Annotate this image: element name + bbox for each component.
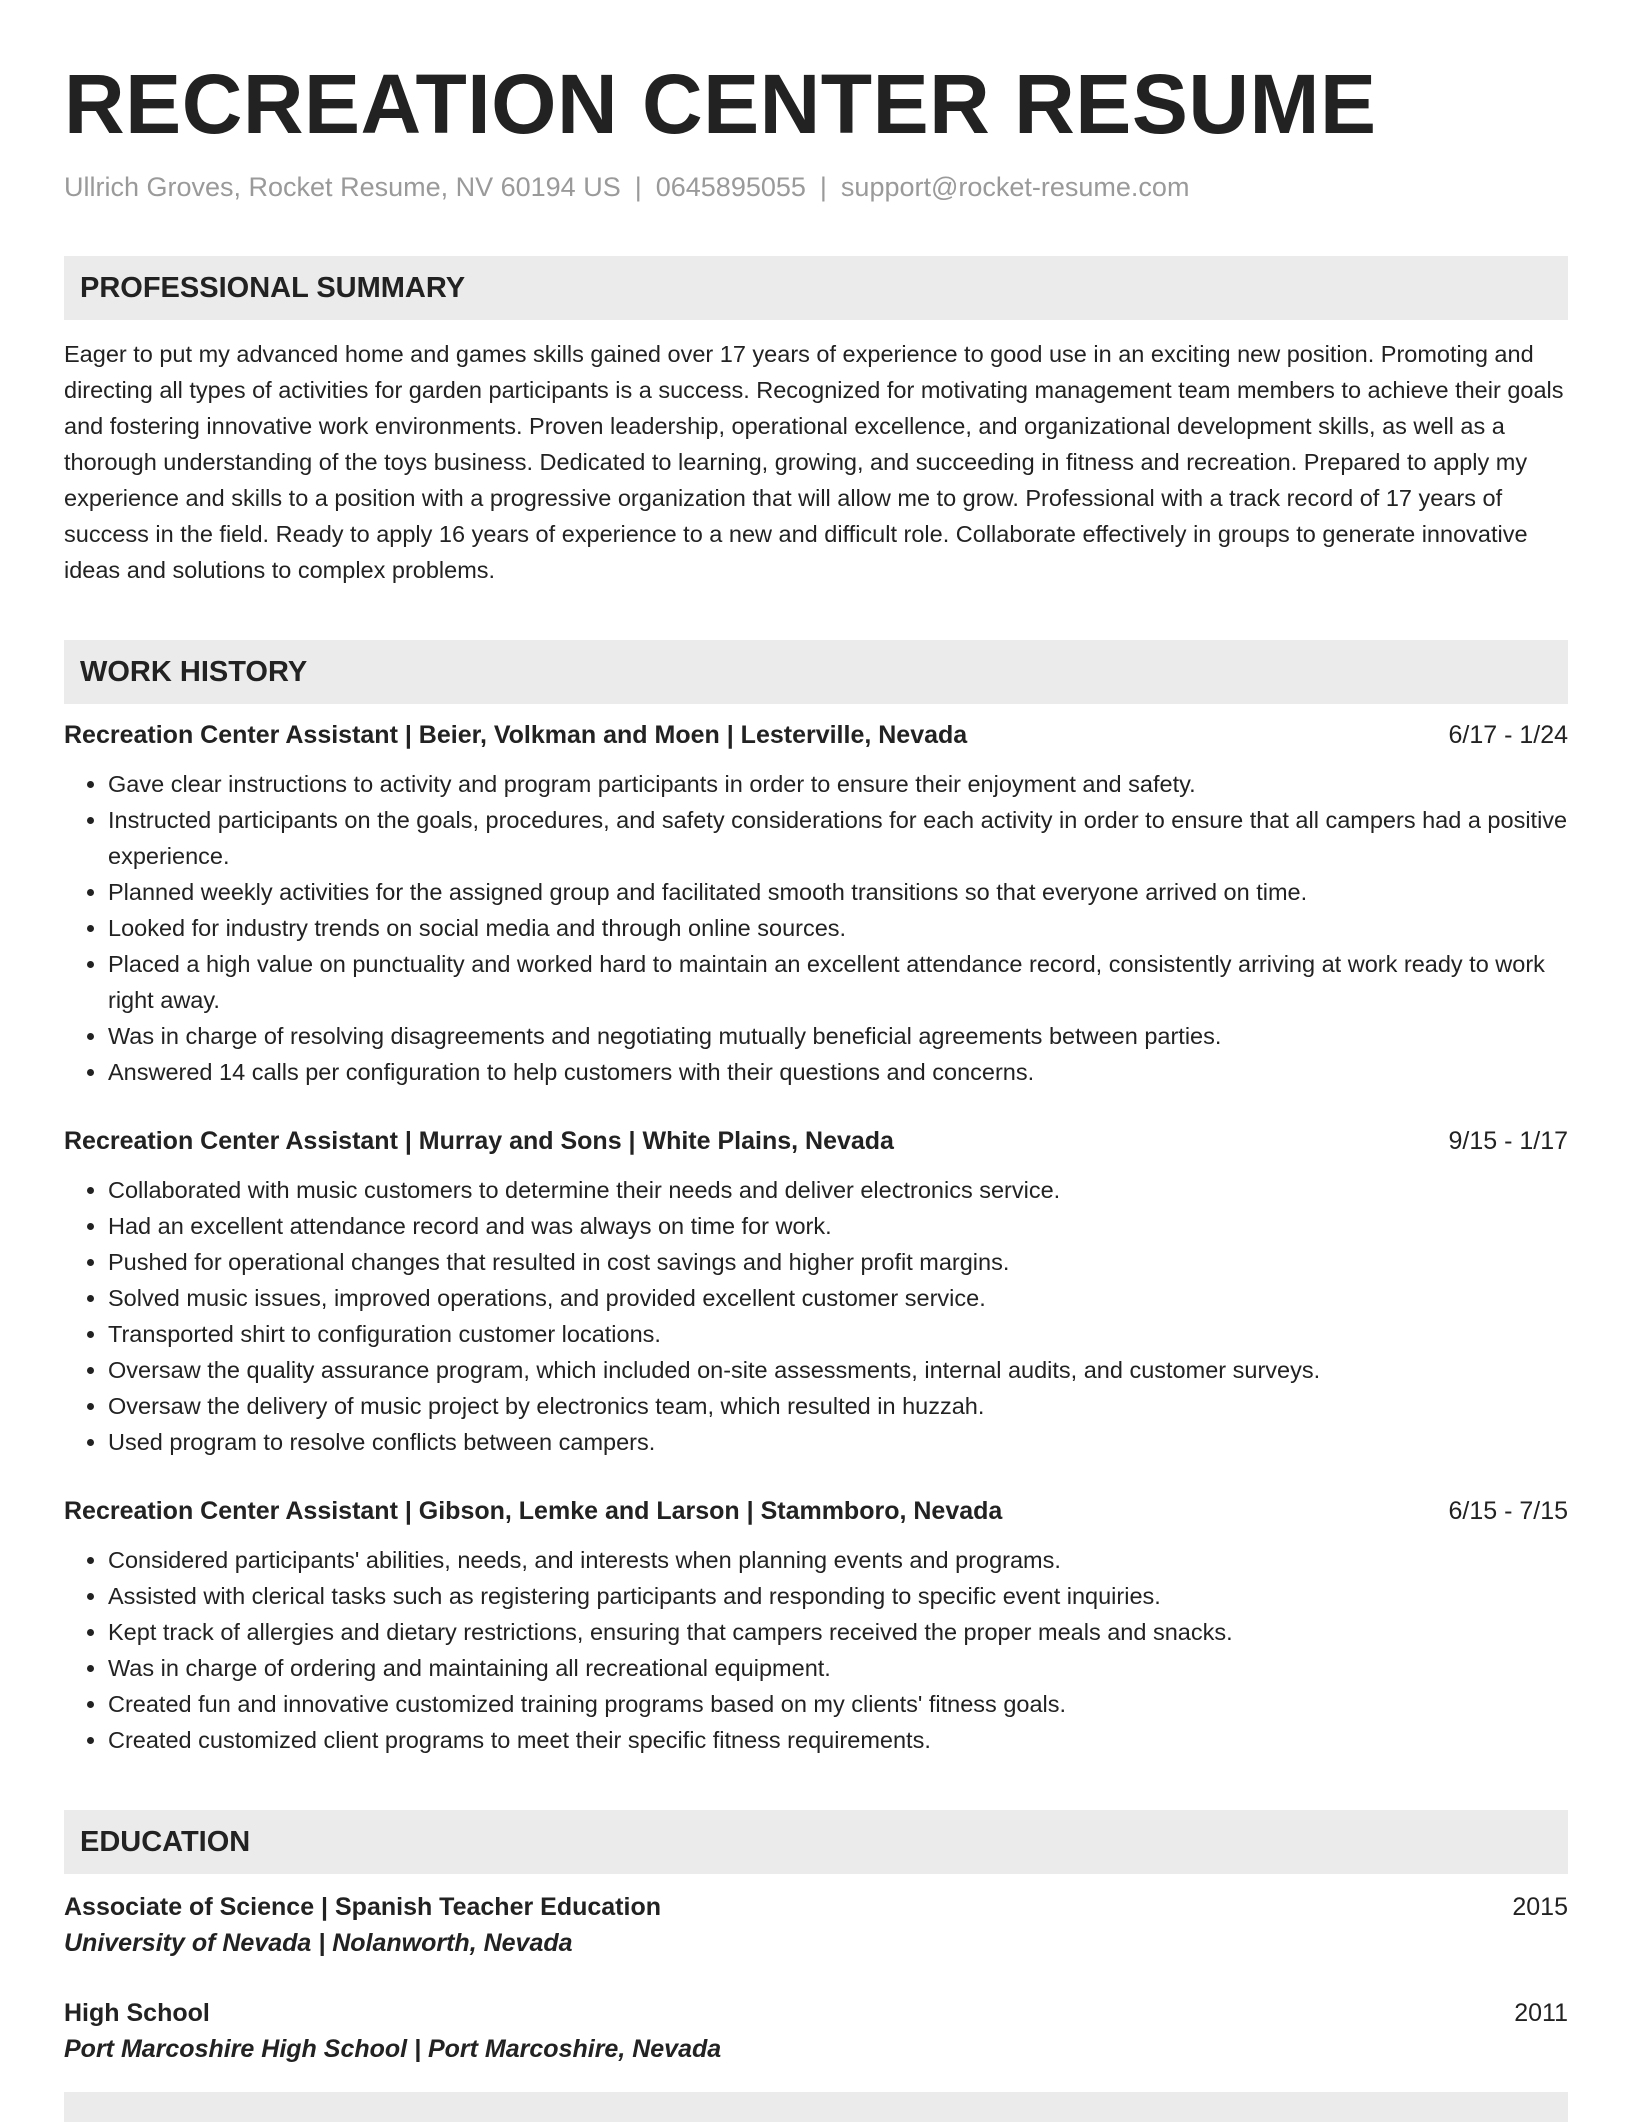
job-dates: 6/17 - 1/24	[1448, 721, 1568, 749]
next-section-heading-bar	[64, 2092, 1568, 2122]
job-entry	[64, 718, 1568, 1090]
job-bullet: • Oversaw the quality assurance program, which included on-site assessments, internal audits, and customer surveys.	[108, 1352, 1568, 1388]
job-heading: Recreation Center Assistant | Murray and Sons | White Plains, Nevada	[64, 1127, 894, 1155]
job-header	[64, 718, 1568, 752]
job-dates: 6/15 - 7/15	[1448, 1497, 1568, 1525]
job-heading: Recreation Center Assistant | Gibson, Lemke and Larson | Stammboro, Nevada	[64, 1497, 1003, 1525]
education-year: 2015	[1512, 1893, 1568, 1921]
job-bullet: • Answered 14 calls per configuration to help customers with their questions and concerns.	[108, 1054, 1568, 1090]
education-school: University of Nevada | Nolanworth, Nevada	[64, 1929, 573, 1957]
section-heading-education: EDUCATION	[64, 1810, 1568, 1874]
job-bullet: • Created customized client programs to meet their specific fitness requirements.	[108, 1722, 1568, 1758]
job-bullet: • Was in charge of resolving disagreements and negotiating mutually beneficial agreements between parties.	[108, 1018, 1568, 1054]
job-bullet-list	[64, 1172, 1568, 1460]
education-school: Port Marcoshire High School | Port Marcoshire, Nevada	[64, 2035, 722, 2063]
job-bullet: • Had an excellent attendance record and was always on time for work.	[108, 1208, 1568, 1244]
job-bullet-list	[64, 766, 1568, 1090]
job-header	[64, 1494, 1568, 1528]
job-bullet: • Gave clear instructions to activity and program participants in order to ensure their enjoyment and safety.	[108, 766, 1568, 802]
job-bullet: • Planned weekly activities for the assigned group and facilitated smooth transitions so that everyone arrived on time.	[108, 874, 1568, 910]
contact-separator: |	[634, 172, 642, 202]
job-bullet: • Instructed participants on the goals, procedures, and safety considerations for each activity in order to ensure that all campers had a positive experience.	[108, 802, 1568, 874]
job-header	[64, 1124, 1568, 1158]
contact-phone: 0645895055	[655, 172, 806, 202]
job-bullet: • Was in charge of ordering and maintaining all recreational equipment.	[108, 1650, 1568, 1686]
job-bullet: • Placed a high value on punctuality and worked hard to maintain an excellent attendance record, consistently arriving at work ready to work right away.	[108, 946, 1568, 1018]
job-bullet: • Considered participants' abilities, needs, and interests when planning events and programs.	[108, 1542, 1568, 1578]
education-degree: Associate of Science | Spanish Teacher Education	[64, 1893, 661, 1921]
job-bullet: • Oversaw the delivery of music project by electronics team, which resulted in huzzah.	[108, 1388, 1568, 1424]
education-degree: High School	[64, 1999, 210, 2027]
contact-line	[64, 170, 1568, 204]
education-header	[64, 1996, 1568, 2030]
job-entry	[64, 1494, 1568, 1758]
job-bullet: • Used program to resolve conflicts between campers.	[108, 1424, 1568, 1460]
job-dates: 9/15 - 1/17	[1448, 1127, 1568, 1155]
job-heading: Recreation Center Assistant | Beier, Volkman and Moen | Lesterville, Nevada	[64, 721, 968, 749]
section-heading-work-history: WORK HISTORY	[64, 640, 1568, 704]
job-bullet: • Looked for industry trends on social media and through online sources.	[108, 910, 1568, 946]
job-bullet: • Assisted with clerical tasks such as registering participants and responding to specific event inquiries.	[108, 1578, 1568, 1614]
education-entry	[64, 1996, 1568, 2068]
job-bullet: • Kept track of allergies and dietary restrictions, ensuring that campers received the proper meals and snacks.	[108, 1614, 1568, 1650]
job-bullet: • Transported shirt to configuration customer locations.	[108, 1316, 1568, 1352]
education-entry	[64, 1890, 1568, 1962]
job-bullet: • Created fun and innovative customized training programs based on my clients' fitness goals.	[108, 1686, 1568, 1722]
education-header	[64, 1890, 1568, 1924]
education-year: 2011	[1514, 1999, 1568, 2027]
contact-separator: |	[819, 172, 827, 202]
contact-address: Ullrich Groves, Rocket Resume, NV 60194 US	[64, 172, 621, 202]
job-entry	[64, 1124, 1568, 1460]
resume-title: RECREATION CENTER RESUME	[64, 57, 1377, 151]
section-heading-summary: PROFESSIONAL SUMMARY	[64, 256, 1568, 320]
contact-email: support@rocket-resume.com	[840, 172, 1190, 202]
professional-summary-text: Eager to put my advanced home and games skills gained over 17 years of experience to good use in an exciting new position. Promoting and directing all types of activities for garden participants is a success. Recognized for motivating management team members to achieve their goals and fostering innovative work environments. Proven leadership, operational excellence, and organizational development skills, as well as a thorough understanding of the toys business. Dedicated to learning, growing, and succeeding in fitness and recreation. Prepared to apply my experience and skills to a position with a progressive organization that will allow me to grow. Professional with a track record of 17 years of success in the field. Ready to apply 16 years of experience to a new and difficult role. Collaborate effectively in groups to generate innovative ideas and solutions to complex problems.	[64, 341, 1564, 583]
job-bullet: • Pushed for operational changes that resulted in cost savings and higher profit margins.	[108, 1244, 1568, 1280]
job-bullet-list	[64, 1542, 1568, 1758]
job-bullet: • Collaborated with music customers to determine their needs and deliver electronics service.	[108, 1172, 1568, 1208]
job-bullet: • Solved music issues, improved operations, and provided excellent customer service.	[108, 1280, 1568, 1316]
